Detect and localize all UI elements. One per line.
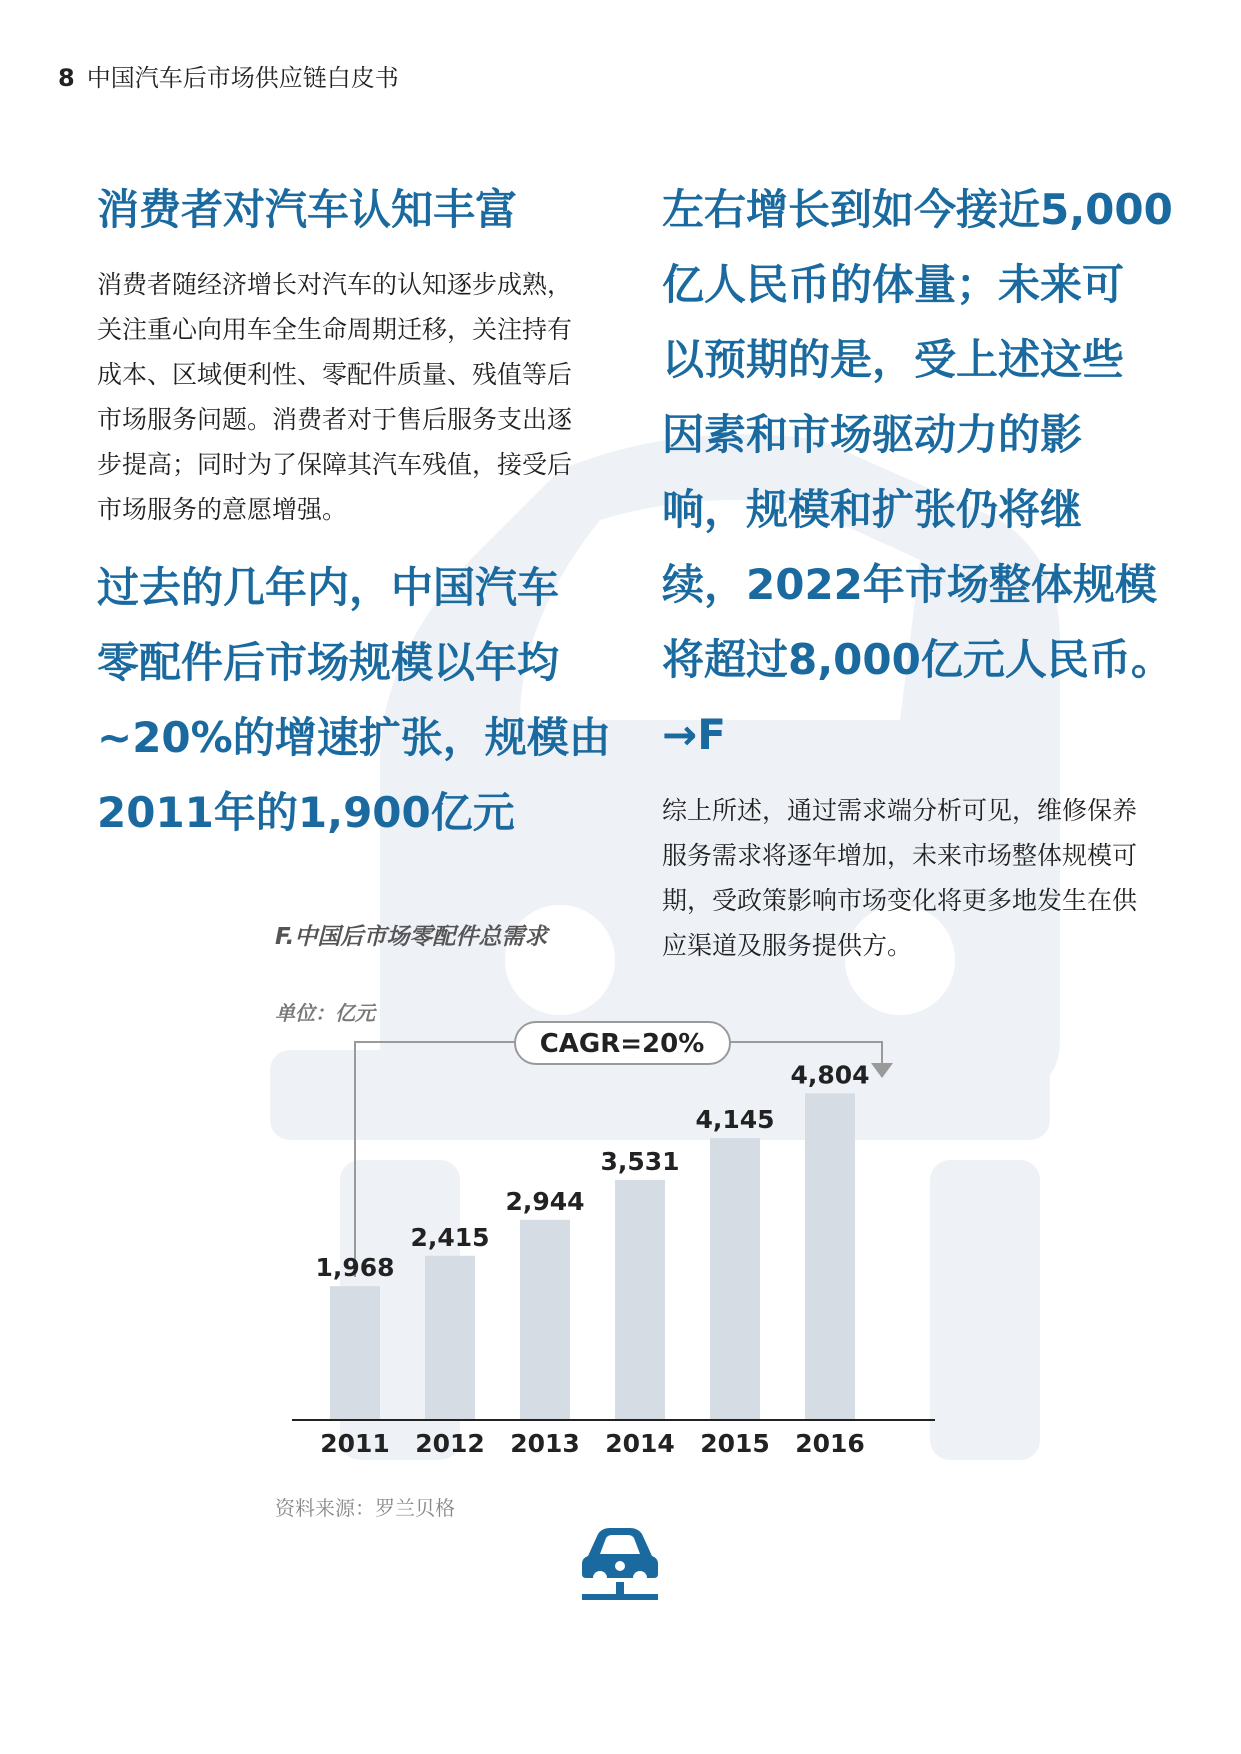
left-paragraph	[97, 262, 587, 532]
left-highlight-text	[97, 550, 617, 850]
section-subheading: 消费者对汽车认知丰富	[97, 185, 518, 234]
car-on-lift-icon	[578, 1522, 662, 1602]
category-label-2015: 2015	[700, 1429, 770, 1458]
value-label-2014: 3,531	[600, 1146, 680, 1176]
highlight-line: 过去的几年内，中国汽车	[97, 563, 560, 612]
bar-2015	[710, 1138, 760, 1420]
highlight-line: 将超过8,000亿元人民币。	[662, 635, 1173, 684]
paragraph-line: 期，受政策影响市场变化将更多地发生在供	[662, 886, 1138, 915]
highlight-line: 以预期的是，受上述这些	[662, 335, 1125, 384]
category-label-2011: 2011	[320, 1429, 390, 1458]
bar-2012	[425, 1256, 475, 1420]
category-label-2012: 2012	[415, 1429, 485, 1458]
bar-chart	[270, 990, 970, 1470]
right-paragraph	[662, 788, 1162, 968]
figure-reference: →F	[662, 710, 726, 759]
paragraph-line: 市场服务问题。消费者对于售后服务支出逐	[97, 405, 573, 434]
unit-label: 单位：亿元	[275, 1001, 375, 1025]
value-label-2015: 4,145	[695, 1105, 775, 1135]
paragraph-line: 应渠道及服务提供方。	[662, 931, 913, 960]
right-highlight-text	[662, 172, 1182, 772]
source-note: 资料来源：罗兰贝格	[275, 1496, 455, 1520]
highlight-line: 续，2022年市场整体规模	[662, 560, 1157, 609]
figure-title: F.中国后市场零配件总需求	[275, 924, 548, 950]
highlight-line: 亿人民币的体量；未来可	[662, 260, 1125, 309]
document-title: 中国汽车后市场供应链白皮书	[86, 64, 399, 92]
paragraph-line: 成本、区域便利性、零配件质量、残值等后	[97, 360, 573, 389]
value-label-2016: 4,804	[790, 1060, 870, 1090]
paragraph-line: 市场服务的意愿增强。	[97, 495, 348, 524]
bar-2011	[330, 1286, 380, 1420]
paragraph-line: 消费者随经济增长对汽车的认知逐步成熟，	[97, 270, 573, 299]
paragraph-line: 步提高；同时为了保障其汽车残值，接受后	[97, 450, 573, 479]
highlight-line: 因素和市场驱动力的影	[662, 410, 1083, 459]
category-label-2014: 2014	[605, 1429, 675, 1458]
bars-group	[315, 1060, 869, 1458]
value-label-2011: 1,968	[315, 1253, 395, 1283]
highlight-line: ~20%的增速扩张，规模由	[97, 713, 611, 762]
page-number: 8	[58, 64, 75, 92]
paragraph-line: 服务需求将逐年增加，未来市场整体规模可	[662, 841, 1138, 870]
bar-2013	[520, 1220, 570, 1420]
bar-2016	[805, 1093, 855, 1420]
paragraph-line: 综上所述，通过需求端分析可见，维修保养	[662, 796, 1138, 825]
page-header	[58, 58, 399, 93]
arrow-down-icon	[871, 1063, 893, 1078]
paragraph-line: 关注重心向用车全生命周期迁移，关注持有	[97, 315, 573, 344]
highlight-line: 2011年的1,900亿元	[97, 788, 515, 837]
category-label-2016: 2016	[795, 1429, 865, 1458]
bar-2014	[615, 1180, 665, 1420]
highlight-line: 左右增长到如今接近5,000	[662, 185, 1173, 234]
highlight-line: 零配件后市场规模以年均	[97, 638, 560, 687]
highlight-line: 响，规模和扩张仍将继	[662, 485, 1083, 534]
value-label-2013: 2,944	[505, 1186, 585, 1216]
value-label-2012: 2,415	[410, 1222, 490, 1252]
cagr-label: CAGR=20%	[539, 1029, 705, 1059]
category-label-2013: 2013	[510, 1429, 580, 1458]
